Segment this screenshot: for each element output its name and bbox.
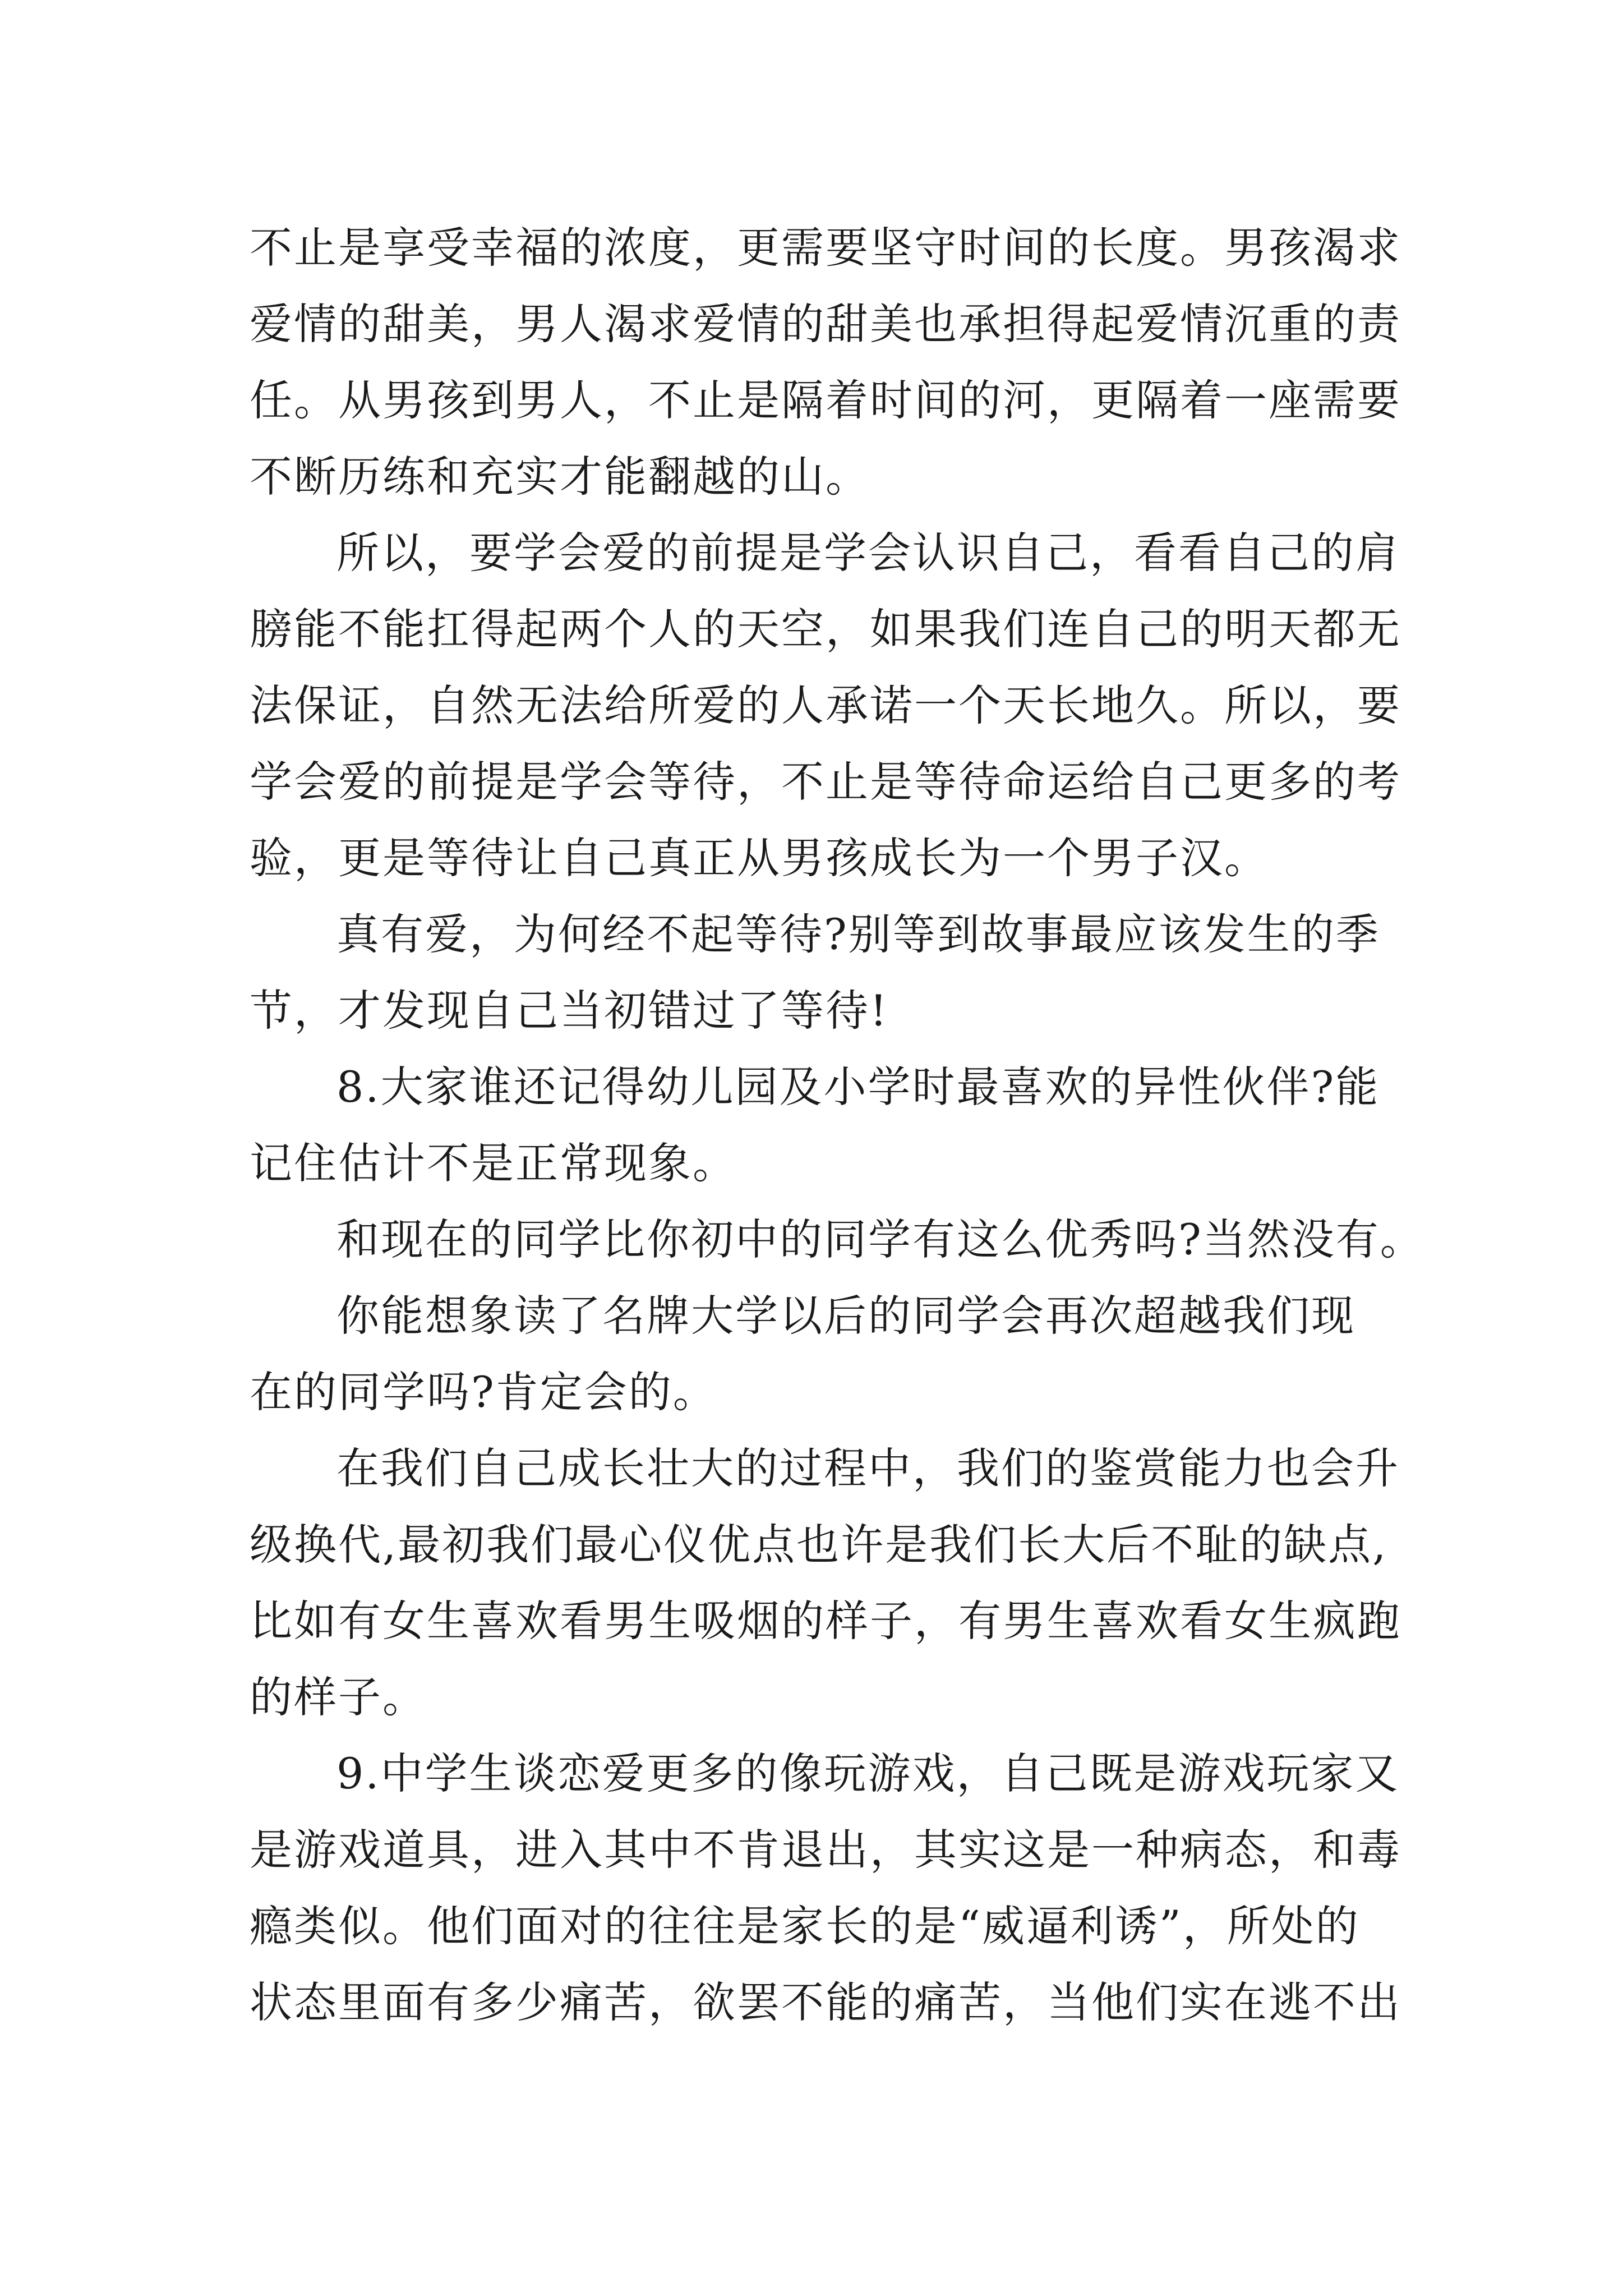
text-line-17: 在我们自己成长壮大的过程中，我们的鉴赏能力也会升: [336, 1443, 1400, 1493]
text-line-14: 和现在的同学比你初中的同学有这么优秀吗?当然没有。: [336, 1214, 1424, 1264]
text-line-19: 比如有女生喜欢看男生吸烟的样子，有男生喜欢看女生疯跑: [250, 1596, 1401, 1646]
text-line-8: 学会爱的前提是学会等待，不止是等待命运给自己更多的考: [250, 757, 1401, 807]
text-line-7: 法保证，自然无法给所爱的人承诺一个天长地久。所以，要: [250, 680, 1401, 730]
text-line-4: 不断历练和充实才能翻越的山。: [250, 452, 870, 501]
text-line-10: 真有爱，为何经不起等待?别等到故事最应该发生的季: [336, 909, 1380, 959]
text-line-12: 8.大家谁还记得幼儿园及小学时最喜欢的异性伙伴?能: [336, 1062, 1380, 1112]
text-line-11: 节，才发现自己当初错过了等待!: [250, 986, 889, 1036]
text-line-24: 状态里面有多少痛苦，欲罢不能的痛苦，当他们实在逃不出: [250, 1977, 1401, 2027]
text-line-16: 在的同学吗?肯定会的。: [250, 1367, 717, 1417]
text-line-13: 记住估计不是正常现象。: [250, 1138, 737, 1188]
text-line-5: 所以，要学会爱的前提是学会认识自己，看看自己的肩: [336, 528, 1400, 578]
text-line-2: 爱情的甜美，男人渴求爱情的甜美也承担得起爱情沉重的责: [250, 299, 1401, 349]
text-line-21: 9.中学生谈恋爱更多的像玩游戏，自己既是游戏玩家又: [336, 1749, 1400, 1798]
text-line-15: 你能想象读了名牌大学以后的同学会再次超越我们现: [336, 1291, 1355, 1341]
text-line-6: 膀能不能扛得起两个人的天空，如果我们连自己的明天都无: [250, 604, 1401, 654]
text-line-18: 级换代,最初我们最心仪优点也许是我们长大后不耻的缺点,: [250, 1520, 1388, 1570]
text-line-9: 验，更是等待让自己真正从男孩成长为一个男子汉。: [250, 833, 1269, 883]
text-line-3: 任。从男孩到男人，不止是隔着时间的河，更隔着一座需要: [250, 375, 1401, 425]
text-line-20: 的样子。: [250, 1672, 427, 1722]
text-line-23: 瘾类似。他们面对的往往是家长的是“威逼利诱”，所处的: [250, 1901, 1360, 1951]
text-line-1: 不止是享受幸福的浓度，更需要坚守时间的长度。男孩渴求: [250, 223, 1401, 273]
text-line-22: 是游戏道具，进入其中不肯退出，其实这是一种病态，和毒: [250, 1825, 1401, 1875]
